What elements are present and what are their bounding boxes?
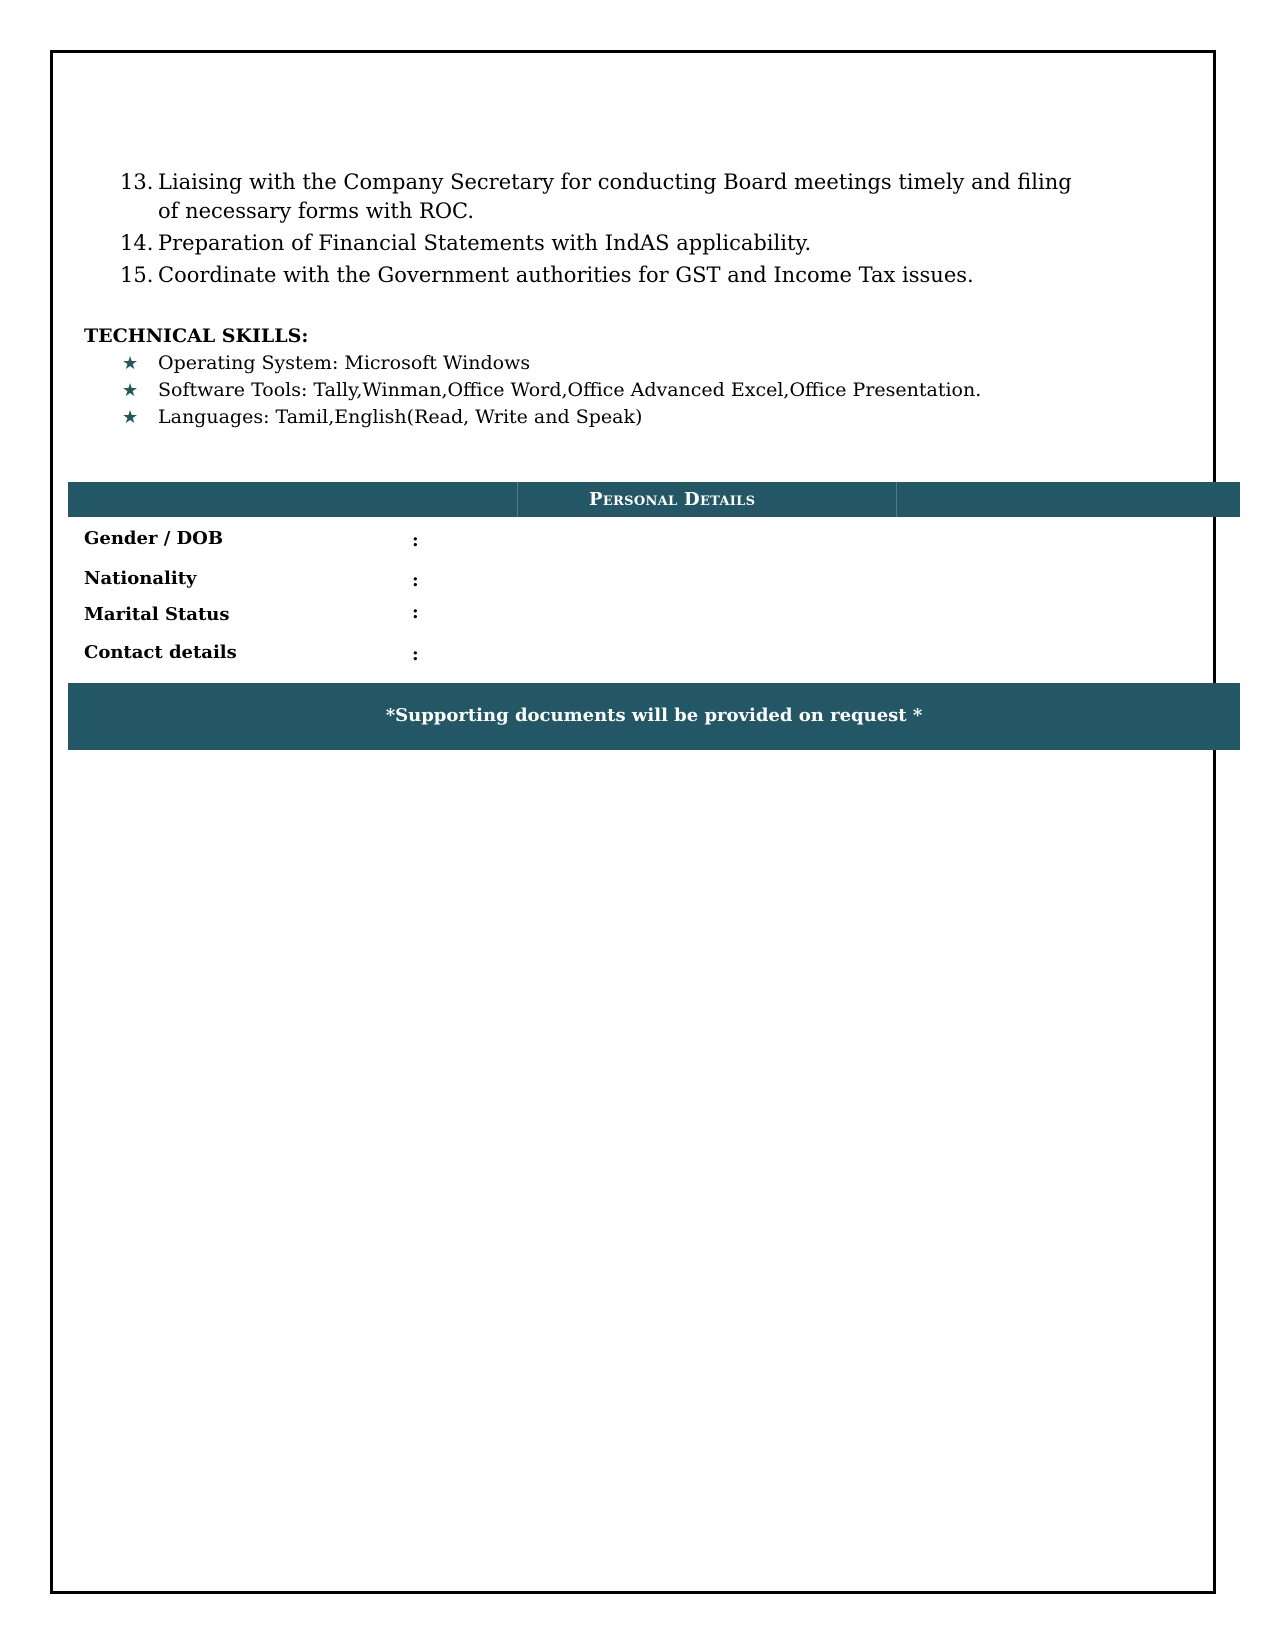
list-item-text: Liaising with the Company Secretary for conducting Board meetings timely and filing of necessary forms with ROC. (158, 170, 1072, 223)
list-item-text: Coordinate with the Government authorities for GST and Income Tax issues. (158, 263, 974, 287)
skill-text: Operating System: Microsoft Windows (158, 352, 531, 374)
personal-details-header (68, 482, 1240, 517)
detail-label: Nationality (84, 568, 197, 589)
detail-row-contact-details (84, 642, 584, 668)
responsibilities-list (120, 168, 1080, 293)
skill-text: Software Tools: Tally,Winman,Office Word,Office Advanced Excel,Office Presentation. (158, 379, 982, 401)
header-divider (517, 482, 518, 517)
detail-label: Contact details (84, 642, 237, 663)
detail-separator: : (412, 570, 419, 591)
detail-label: Gender / DOB (84, 528, 224, 549)
list-item-number: 14. (120, 231, 154, 255)
star-icon: ★ (122, 380, 139, 401)
detail-row-nationality (84, 568, 584, 594)
technical-skills-list (120, 350, 981, 431)
detail-row-marital-status (84, 604, 584, 630)
list-item-number: 15. (120, 263, 154, 287)
header-divider (896, 482, 897, 517)
list-item-number: 13. (120, 170, 154, 194)
detail-separator: : (412, 602, 419, 623)
supporting-documents-banner (68, 683, 1240, 750)
technical-skills-heading: TECHNICAL SKILLS: (84, 325, 309, 347)
star-icon: ★ (122, 407, 139, 428)
supporting-documents-note: *Supporting documents will be provided on request * (385, 705, 923, 726)
detail-label: Marital Status (84, 604, 230, 625)
skill-text: Languages: Tamil,English(Read, Write and Speak) (158, 406, 643, 428)
list-item (120, 168, 1080, 226)
detail-separator: : (412, 530, 419, 551)
star-icon: ★ (122, 353, 139, 374)
list-item (120, 229, 1080, 258)
personal-details-title: Personal Details (589, 489, 756, 510)
list-item (120, 261, 1080, 290)
skill-item (120, 377, 981, 404)
detail-separator: : (412, 644, 419, 665)
detail-row-gender-dob (84, 528, 584, 554)
list-item-text: Preparation of Financial Statements with IndAS applicability. (158, 231, 812, 255)
skill-item (120, 404, 981, 431)
skill-item (120, 350, 981, 377)
